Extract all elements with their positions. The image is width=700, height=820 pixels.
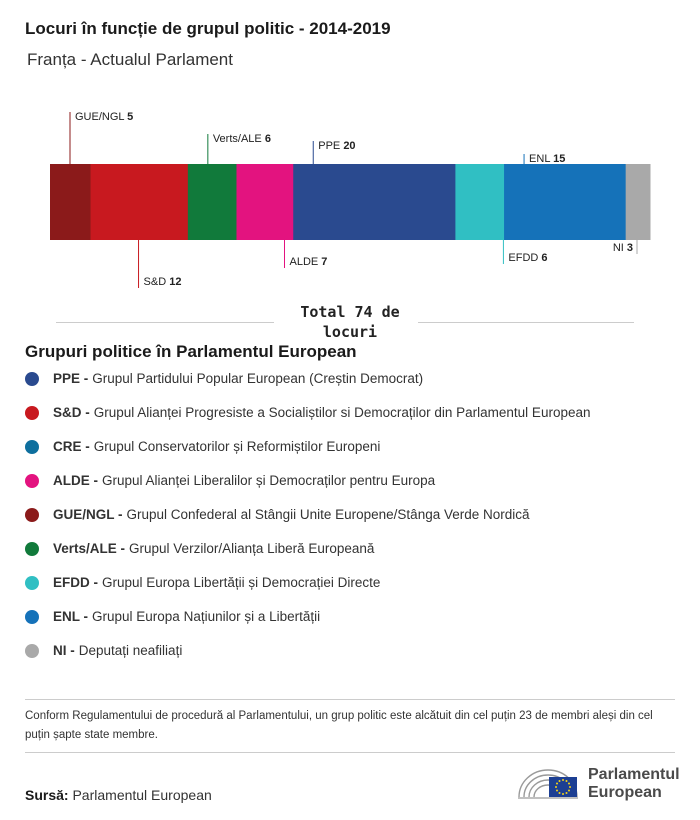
- legend-abbr: ALDE -: [53, 473, 98, 488]
- data-label-value: 12: [169, 276, 182, 288]
- legend-dot: [25, 576, 39, 590]
- legend-abbr: NI -: [53, 643, 75, 658]
- legend-abbr: EFDD -: [53, 575, 98, 590]
- bar-s-d: [91, 164, 189, 240]
- data-label-ppe: [318, 140, 355, 152]
- bar-ni: [626, 164, 651, 240]
- legend-dot: [25, 372, 39, 386]
- footnote: Conform Regulamentului de procedură al Parlamentului, un grup politic este alcătuit din cel puțin 23 de membri aleși din cel puțin șapte state membre.: [25, 710, 653, 741]
- legend-dot: [25, 406, 39, 420]
- bar-verts-ale: [188, 164, 237, 240]
- legend-text: [53, 473, 435, 488]
- data-label-value: 20: [343, 140, 356, 152]
- data-label-value: 6: [541, 252, 548, 264]
- data-label-category: ALDE: [289, 256, 322, 268]
- bar-gue-ngl: [50, 164, 91, 240]
- chart-title: Locuri în funcție de grupul politic - 2014-2019: [25, 19, 391, 38]
- legend-description: Grupul Conservatorilor și Reformiștilor Europeni: [93, 439, 381, 454]
- data-label-value: 5: [127, 111, 134, 123]
- legend-text: [53, 405, 590, 420]
- data-label-category: S&D: [143, 276, 170, 288]
- data-label-category: NI: [612, 242, 627, 254]
- legend-abbr: PPE -: [53, 371, 89, 386]
- legend-description: Grupul Alianței Liberalilor și Democraților pentru Europa: [102, 473, 436, 488]
- data-label-value: 3: [626, 242, 633, 254]
- bar-alde: [236, 164, 293, 240]
- legend: [25, 371, 685, 677]
- legend-dot: [25, 440, 39, 454]
- legend-dot: [25, 474, 39, 488]
- data-label-value: 6: [264, 133, 271, 145]
- legend-item: [25, 575, 685, 609]
- legend-item: [25, 405, 685, 439]
- legend-text: [53, 643, 182, 658]
- data-label-ni: [613, 242, 633, 254]
- data-label-category: GUE/NGL: [75, 111, 128, 123]
- legend-text: [53, 575, 380, 590]
- note-divider-top: [25, 699, 675, 700]
- legend-item: [25, 541, 685, 575]
- legend-text: [53, 541, 374, 556]
- legend-item: [25, 439, 685, 473]
- legend-text: [53, 507, 530, 522]
- logo-line1: Parlamentul: [588, 766, 680, 783]
- source-value: Parlamentul European: [72, 787, 212, 803]
- legend-description: Grupul Alianței Progresiste a Socialiștilor si Democraților din Parlamentul European: [93, 405, 591, 420]
- seat-distribution-chart: [0, 100, 700, 300]
- legend-dot: [25, 644, 39, 658]
- legend-abbr: CRE -: [53, 439, 90, 454]
- bar-enl: [504, 164, 626, 240]
- data-label-enl: [529, 153, 565, 165]
- legend-text: [53, 609, 320, 624]
- legend-item: [25, 371, 685, 405]
- legend-text: [53, 439, 380, 454]
- data-label-verts-ale: [213, 133, 271, 145]
- legend-title: Grupuri politice în Parlamentul European: [25, 342, 357, 361]
- legend-description: Grupul Confederal al Stângii Unite Europene/Stânga Verde Nordică: [126, 507, 530, 522]
- legend-item: [25, 643, 685, 677]
- data-label-category: PPE: [318, 140, 344, 152]
- source-label: Sursă:: [25, 787, 69, 803]
- data-label-value: 15: [553, 153, 566, 165]
- legend-item: [25, 507, 685, 541]
- data-label-category: Verts/ALE: [212, 133, 265, 145]
- bar-ppe: [293, 164, 456, 240]
- legend-text: [53, 371, 423, 386]
- data-label-s-d: [144, 276, 182, 288]
- legend-description: Deputați neafiliați: [78, 643, 183, 658]
- legend-dot: [25, 508, 39, 522]
- chart-subtitle: Franța - Actualul Parlament: [27, 50, 233, 69]
- legend-abbr: Verts/ALE -: [53, 541, 126, 556]
- legend-description: Grupul Partidului Popular European (Creștin Democrat): [92, 371, 424, 386]
- european-parliament-logo-icon: [516, 763, 580, 803]
- data-label-value: 7: [321, 256, 328, 268]
- legend-abbr: S&D -: [53, 405, 90, 420]
- legend-item: [25, 473, 685, 507]
- data-label-category: EFDD: [508, 252, 542, 264]
- data-label-category: ENL: [529, 153, 554, 165]
- legend-description: Grupul Europa Națiunilor și a Libertății: [92, 609, 321, 624]
- logo-line2: European: [588, 784, 662, 801]
- note-divider-bottom: [25, 752, 675, 753]
- legend-description: Grupul Verzilor/Alianța Liberă Europeană: [129, 541, 375, 556]
- european-parliament-logo: [516, 763, 686, 803]
- legend-abbr: ENL -: [53, 609, 89, 624]
- bar-efdd: [455, 164, 504, 240]
- legend-item: [25, 609, 685, 643]
- data-label-efdd: [508, 252, 547, 264]
- source: [25, 787, 212, 803]
- legend-abbr: GUE/NGL -: [53, 507, 123, 522]
- data-label-gue-ngl: [75, 111, 133, 123]
- total-divider-left: [56, 322, 274, 323]
- legend-dot: [25, 610, 39, 624]
- legend-description: Grupul Europa Libertății și Democrației Directe: [102, 575, 381, 590]
- total-divider-right: [418, 322, 634, 323]
- legend-dot: [25, 542, 39, 556]
- data-label-alde: [289, 256, 327, 268]
- total-seats-label: Total 74 de locuri: [300, 303, 400, 341]
